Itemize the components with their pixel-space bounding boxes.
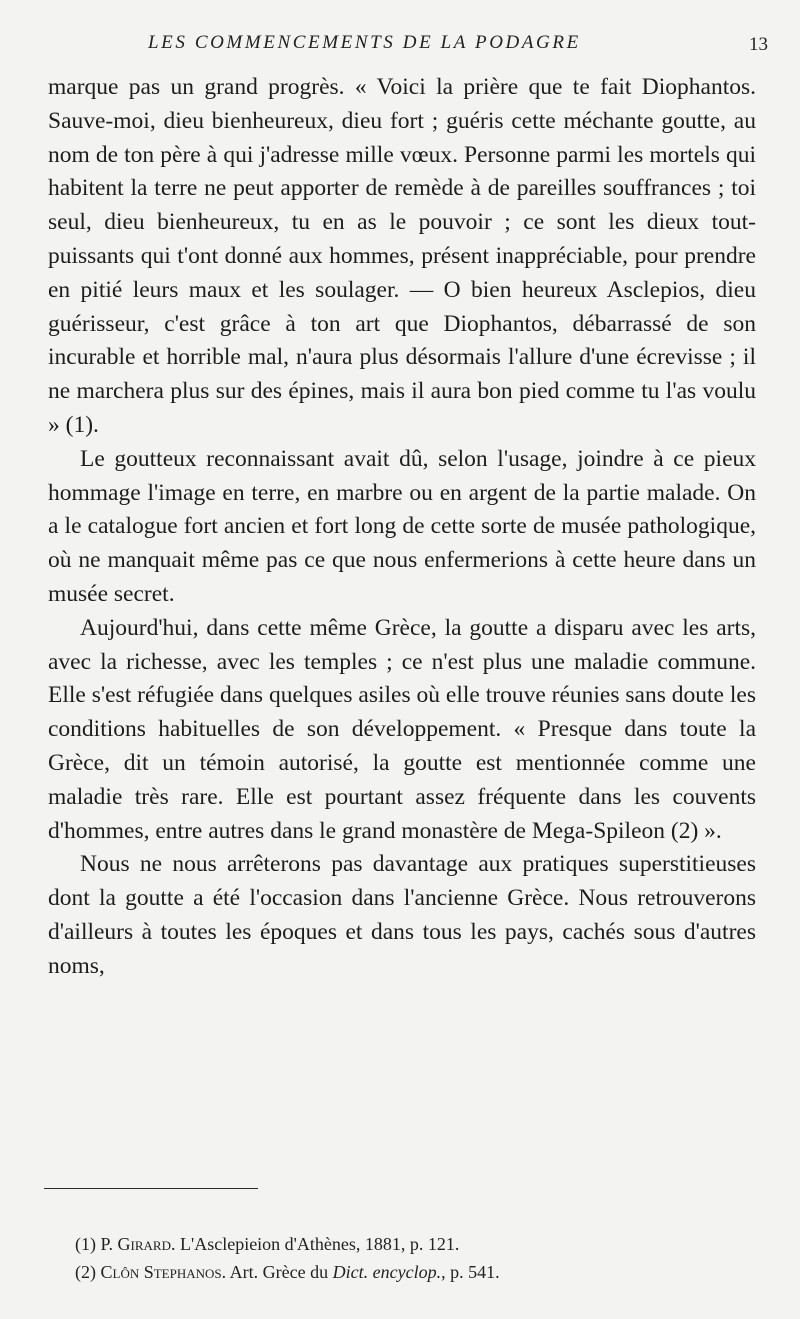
footnote-work-title: Dict. encyclop. bbox=[332, 1262, 442, 1282]
paragraph-4: Nous ne nous arrêterons pas davantage aux pratiques superstitieuses dont la goutte a été l'occasion dans l'ancienne Grèce. Nous retrouverons d'ailleurs à toutes les époques et dans tous les pays, cachés sous d'autres noms, bbox=[48, 851, 756, 979]
paragraph-1: marque pas un grand progrès. « Voici la prière que te fait Diophantos. Sauve-moi, dieu bienheureux, dieu fort ; guéris cette méchante goutte, au nom de ton père à qui j'adresse mille vœux. Personne parmi les mortels qui habitent la terre ne peut apporter de remède à de pareilles souffrances ; toi seul, dieu bienheureux, tu en as le pouvoir ; ce sont les dieux tout-puissants qui t'ont donné aux hommes, présent inappréciable, pour prendre en pitié leurs maux et les soulager. — O bien heureux Asclepios, dieu guérisseur, c'est grâce à ton art que Diophantos, débarrassé de son incurable et horrible mal, n'aura plus désormais l'allure d'une écrevisse ; il ne marchera plus sur des épines, mais il aura bon pied comme tu l'as voulu » (1). bbox=[48, 74, 756, 438]
footnote-text: L'Asclepieion d'Athènes, 1881, p. 121. bbox=[179, 1234, 460, 1254]
footnote-text: Art. Grèce du bbox=[229, 1262, 329, 1282]
paragraph-2: Le goutteux reconnaissant avait dû, selon l'usage, joindre à ce pieux hommage l'image en terre, en marbre ou en argent de la partie malade. On a le catalogue fort ancien et fort long de cette sorte de musée pathologique, où ne manquait même pas ce que nous enfermerions à cette heure dans un musée secret. bbox=[48, 445, 756, 607]
footnote-divider bbox=[44, 1188, 258, 1189]
footnote-page: , p. 541. bbox=[441, 1262, 500, 1282]
footnote-author: Clôn Stephanos. bbox=[100, 1262, 227, 1282]
page-number: 13 bbox=[749, 34, 768, 55]
page-header bbox=[48, 32, 768, 62]
footnote-2 bbox=[75, 1258, 765, 1286]
footnote-marker: (1) bbox=[75, 1234, 96, 1254]
footnote-marker: (2) bbox=[75, 1262, 96, 1282]
footnote-author: P. Girard. bbox=[100, 1234, 176, 1254]
body-text bbox=[48, 71, 756, 984]
paragraph-3: Aujourd'hui, dans cette même Grèce, la goutte a disparu avec les arts, avec la richesse, avec les temples ; ce n'est plus une maladie commune. Elle s'est réfugiée dans quelques asiles où elle trouve réunies sans doute les conditions habituelles de son développement. « Presque dans toute la Grèce, dit un témoin autorisé, la goutte est mentionnée comme une maladie très rare. Elle est pourtant assez fréquente dans les couvents d'hommes, entre autres dans le grand monastère de Mega-Spileon (2) ». bbox=[48, 614, 756, 844]
footnote-1 bbox=[75, 1230, 765, 1258]
footnotes bbox=[75, 1230, 765, 1286]
running-title: LES COMMENCEMENTS DE LA PODAGRE bbox=[148, 32, 581, 53]
